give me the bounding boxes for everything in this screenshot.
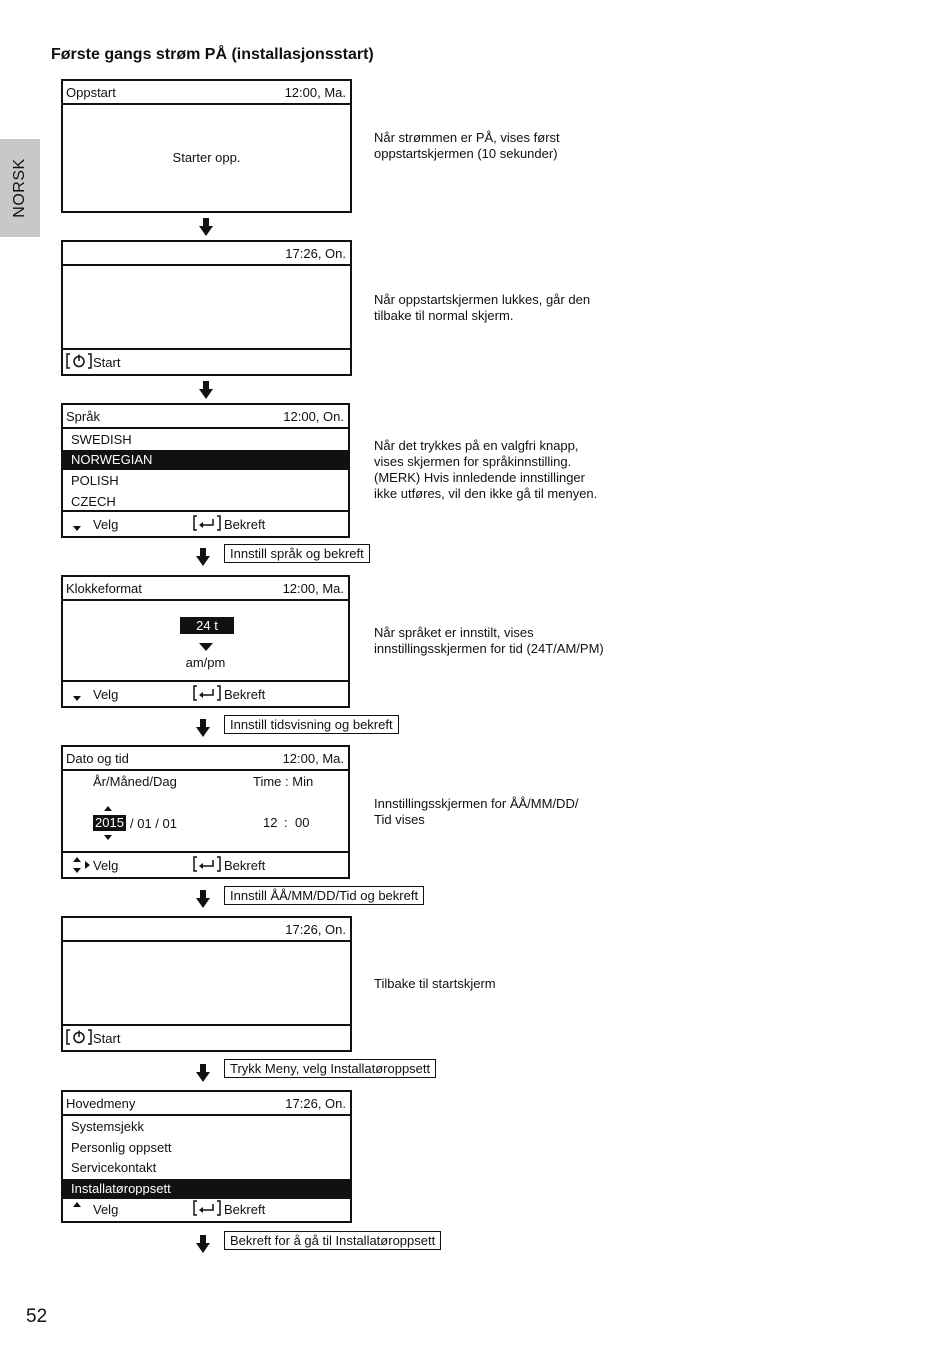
language-option[interactable]: SWEDISH bbox=[71, 432, 132, 447]
screen-title-bar bbox=[63, 242, 350, 266]
power-button-icon bbox=[66, 353, 92, 369]
down-arrow-icon bbox=[196, 719, 210, 737]
time-separator: : bbox=[284, 815, 288, 830]
screen-clock: 12:00, Ma. bbox=[284, 85, 346, 100]
minute-field[interactable]: 00 bbox=[295, 815, 310, 830]
screen-clock: 17:26, On. bbox=[285, 1096, 346, 1111]
desc-line: vises skjermen for språkinnstilling. bbox=[374, 454, 572, 469]
screen-title: Språk bbox=[66, 409, 100, 424]
up-triangle-icon bbox=[104, 806, 112, 811]
desc-line: Tid vises bbox=[374, 812, 425, 827]
screen-clock: 17:26, On. bbox=[285, 922, 346, 937]
velg-label: Velg bbox=[93, 1202, 119, 1217]
step-note: Innstill ÅÅ/MM/DD/Tid og bekreft bbox=[224, 886, 424, 905]
screen-footer bbox=[63, 1024, 350, 1050]
year-field[interactable]: 2015 bbox=[95, 815, 124, 830]
desc-line: Innstillingsskjermen for ÅÅ/MM/DD/ bbox=[374, 796, 579, 811]
language-option[interactable]: CZECH bbox=[71, 494, 116, 509]
language-option[interactable]: POLISH bbox=[71, 473, 119, 488]
language-screen bbox=[61, 403, 350, 538]
bekreft-label: Bekreft bbox=[224, 517, 266, 532]
down-arrow-icon bbox=[196, 890, 210, 908]
time-label: Time : Min bbox=[253, 774, 314, 789]
velg-label: Velg bbox=[93, 517, 119, 532]
select-arrow-icon bbox=[73, 1202, 81, 1207]
bekreft-label: Bekreft bbox=[224, 1202, 266, 1217]
hour-field[interactable]: 12 bbox=[263, 815, 278, 830]
clock-format-screen bbox=[61, 575, 350, 708]
bekreft-label: Bekreft bbox=[224, 858, 266, 873]
normal-screen-return bbox=[61, 916, 352, 1052]
down-arrow-icon bbox=[196, 1235, 210, 1253]
down-arrow-icon bbox=[196, 548, 210, 566]
enter-key-icon bbox=[193, 685, 221, 701]
screen-clock: 12:00, Ma. bbox=[282, 751, 344, 766]
desc-line: ikke utføres, vil den ikke gå til menyen. bbox=[374, 486, 598, 501]
main-menu-screen bbox=[61, 1090, 352, 1223]
desc-line: Når det trykkes på en valgfri knapp, bbox=[374, 438, 579, 453]
enter-key-icon bbox=[193, 856, 221, 872]
menu-item-installatoroppsett[interactable]: Installatøroppsett bbox=[63, 1179, 350, 1199]
screen-title-bar bbox=[63, 918, 350, 942]
desc-line: innstillingsskjermen for tid (24T/AM/PM) bbox=[374, 641, 604, 656]
normal-screen bbox=[61, 240, 352, 376]
desc-line: Når oppstartskjermen lukkes, går den bbox=[374, 292, 591, 307]
desc-line: Tilbake til startskjerm bbox=[374, 976, 496, 991]
screen-clock: 12:00, Ma. bbox=[282, 581, 344, 596]
screen-footer bbox=[63, 510, 348, 536]
screen-title-bar bbox=[63, 747, 348, 771]
velg-label: Velg bbox=[93, 858, 119, 873]
screen-title-bar bbox=[63, 577, 348, 601]
screen-title: Oppstart bbox=[66, 85, 116, 100]
enter-key-icon bbox=[193, 515, 221, 531]
desc-line: oppstartskjermen (10 sekunder) bbox=[374, 146, 558, 161]
power-button-icon bbox=[66, 1029, 92, 1045]
format-24h-selected[interactable]: 24 t bbox=[180, 617, 234, 634]
screen-title-bar bbox=[63, 405, 348, 429]
menu-item-systemsjekk[interactable]: Systemsjekk bbox=[71, 1119, 144, 1134]
screen-title-bar bbox=[63, 1092, 350, 1116]
date-time-screen bbox=[61, 745, 350, 879]
page-heading: Første gangs strøm PÅ (installasjonsstart) bbox=[51, 46, 374, 63]
enter-key-icon bbox=[193, 1200, 221, 1216]
startup-message: Starter opp. bbox=[172, 150, 241, 165]
desc-line: Når språket er innstilt, vises bbox=[374, 625, 534, 640]
language-side-tab bbox=[0, 139, 40, 237]
return-description bbox=[374, 976, 496, 992]
side-tab-label: NORSK bbox=[11, 158, 28, 218]
normal-screen-description bbox=[374, 292, 590, 324]
screen-footer bbox=[63, 1195, 350, 1221]
start-label: Start bbox=[93, 355, 121, 370]
down-arrow-icon bbox=[199, 218, 213, 236]
start-label: Start bbox=[93, 1031, 121, 1046]
down-arrow-icon bbox=[196, 1064, 210, 1082]
date-time-description bbox=[374, 796, 578, 828]
menu-item-personlig-oppsett[interactable]: Personlig oppsett bbox=[71, 1140, 172, 1155]
step-note: Trykk Meny, velg Installatøroppsett bbox=[224, 1059, 436, 1078]
screen-clock: 12:00, On. bbox=[283, 409, 344, 424]
format-ampm-option[interactable]: am/pm bbox=[185, 655, 226, 670]
screen-footer bbox=[63, 680, 348, 706]
down-arrow-icon bbox=[199, 381, 213, 399]
four-way-arrow-icon bbox=[71, 857, 91, 873]
language-description bbox=[374, 438, 597, 502]
date-label: År/Måned/Dag bbox=[93, 774, 177, 789]
screen-title: Dato og tid bbox=[66, 751, 129, 766]
startup-screen bbox=[61, 79, 352, 213]
velg-label: Velg bbox=[93, 687, 119, 702]
screen-footer bbox=[63, 851, 348, 877]
down-triangle-icon bbox=[104, 835, 112, 840]
desc-line: Når strømmen er PÅ, vises først bbox=[374, 130, 560, 145]
step-note: Innstill tidsvisning og bekreft bbox=[224, 715, 399, 734]
menu-item-servicekontakt[interactable]: Servicekontakt bbox=[71, 1160, 157, 1175]
step-note: Innstill språk og bekreft bbox=[224, 544, 370, 563]
step-note: Bekreft for å gå til Installatøroppsett bbox=[224, 1231, 441, 1250]
page-number: 52 bbox=[26, 1306, 48, 1327]
startup-description bbox=[374, 130, 560, 162]
screen-title-bar bbox=[63, 81, 350, 105]
screen-title: Hovedmeny bbox=[66, 1096, 136, 1111]
screen-clock: 17:26, On. bbox=[285, 246, 346, 261]
desc-line: tilbake til normal skjerm. bbox=[374, 308, 514, 323]
clock-format-description bbox=[374, 625, 604, 657]
select-arrow-icon bbox=[73, 696, 81, 701]
down-triangle-icon bbox=[199, 643, 213, 651]
bekreft-label: Bekreft bbox=[224, 687, 266, 702]
screen-title: Klokkeformat bbox=[66, 581, 142, 596]
select-arrow-icon bbox=[73, 526, 81, 531]
language-option-selected[interactable]: NORWEGIAN bbox=[63, 450, 348, 470]
month-day-field[interactable]: / 01 / 01 bbox=[130, 816, 177, 831]
desc-line: (MERK) Hvis innledende innstillinger bbox=[374, 470, 585, 485]
screen-footer bbox=[63, 348, 350, 374]
